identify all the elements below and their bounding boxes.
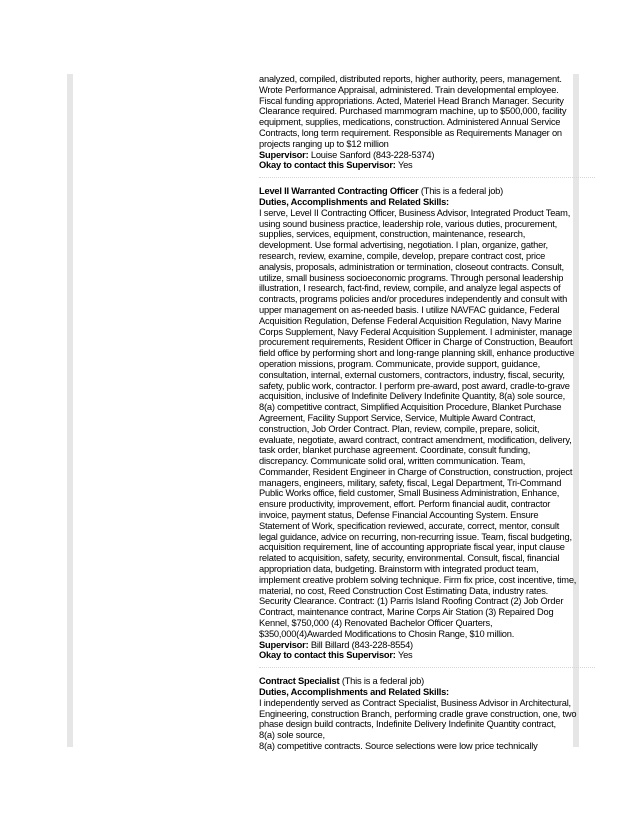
job-title: Level II Warranted Contracting Officer [259,186,419,197]
text-line: Kennel, $750,000 (4) Renovated Bachelor Officer Quarters, [259,618,493,629]
text-line: Agreement, Facility Support Service, Service, Multiple Award Contract, [259,412,536,423]
text-line: task order, blanket purchase agreement. Coordinate, consult funding, [259,445,531,456]
text-line: acquisition, inclusive of Indefinite Delivery Indefinite Quantity, 8(a) sole source, [259,391,565,402]
text-line: Wrote Performance Appraisal, administered. Train developmental employee. [259,84,559,95]
text-line: ensure productivity, improvement, effort. Perform financial audit, contractor [259,499,551,510]
text-line: evaluate, negotiate, award contract, contract amendment, modification, delivery, [259,434,572,445]
text-line: Contract, maintenance contract, Marine Corps Air Station (3) Repaired Dog [259,607,554,618]
text-line: 8(a) competitive contract, Simplified Acquisition Procedure, Blanket Purchase [259,402,562,413]
text-line: discrepancy. Communicate solid oral, written communication. Team, [259,456,526,467]
text-line: utilize, small business socioeconomic programs. Through personal leadership [259,272,564,283]
section-divider [259,667,595,668]
section-divider [259,177,595,178]
left-margin-rail [67,74,73,747]
job-title-line [259,186,595,197]
supervisor-value: Bill Billard (843-228-8554) [310,639,413,650]
text-line: Corps Supplement, Navy Federal Acquisition Supplement. I administer, manage [259,326,573,337]
text-line: $350,000(4)Awarded Modifications to Chosin Range, $10 million. [259,628,515,639]
text-line: Acquisition Regulation, Defense Federal Acquisition Regulation, Navy Marine [259,315,562,326]
text-line: development. Use formal advertising, negotiation. I plan, organize, gather, [259,240,548,251]
text-line: equipment, supplies, medications, construction. Administered Annual Service [259,117,561,128]
contact-value: Yes [397,160,413,171]
text-line: related to acquisition, safety, security, environmental. Consult, fiscal, financial [259,553,560,564]
text-line: invoice, payment status, Defense Financial Accounting System. Ensure [259,510,539,521]
text-line: supplies, services, equipment, construction, maintenance, research, [259,229,526,240]
text-line: illustration, I research, fact-find, review, compile, and analyze legal aspects of [259,283,561,294]
text-line: Security Clearance. Contract: (1) Parris Island Roofing Contract (2) Job Order [259,596,564,607]
text-line: contracts, programs policies and/or procedures independently and consult with [259,294,568,305]
text-line: Commander, Resident Engineer in Charge of Construction, construction, project [259,466,573,477]
text-line: procurement requirements, Resident Officer in Charge of Construction, Beaufort [259,337,573,348]
text-line: Contracts, long term requirement. Responsible as Requirements Manager on [259,127,562,138]
supervisor-line [259,640,595,651]
supervisor-label: Supervisor: [259,149,309,160]
text-line: projects ranging up to $12 million [259,138,389,149]
resume-body [259,74,595,752]
job-entry-contract-specialist [259,676,595,752]
text-line: material, no cost, Reed Construction Cost Estimating Data, industry rates. [259,585,549,596]
text-line: research, review, examine, compile, develop, prepare contract cost, price [259,250,546,261]
text-line: Fiscal funding appropriations. Acted, Materiel Head Branch Manager. Security [259,95,564,106]
text-line: acquisition requirement, line of accounting appropriate fiscal year, input clause [259,542,565,553]
text-line: legal guidance, advice on recurring, non-recurring issue. Team, fiscal budgeting, [259,531,572,542]
job-duties-text [259,698,595,752]
text-line: I serve, Level II Contracting Officer, Business Advisor, Integrated Product Team, [259,207,571,218]
text-line: managers, engineers, military, safety, fiscal, Legal Department, Tri-Command [259,477,562,488]
duties-heading: Duties, Accomplishments and Related Skills: [259,687,449,698]
text-line: field office by performing short and long-range planning skill, enhance productive [259,348,575,359]
job-federal-note: (This is a federal job) [420,186,504,197]
contact-line [259,650,595,661]
job-title-line [259,676,595,687]
text-line: I independently served as Contract Specialist, Business Advisor in Architectural, [259,697,571,708]
job-entry-contracting-officer [259,186,595,661]
previous-job-fragment [259,74,595,171]
contact-line [259,160,595,171]
contact-label: Okay to contact this Supervisor: [259,160,396,171]
text-line: 8(a) competitive contracts. Source selections were low price technically [259,741,538,752]
text-line: construction, Job Order Contract. Plan, review, compile, prepare, solicit, [259,423,540,434]
text-line: analysis, proposals, administration or termination, closeout contracts. Consult, [259,261,564,272]
text-line: appropriation data, budgeting. Brainstorm with integrated product team, [259,564,539,575]
text-line: safety, public work, contractor. I perform pre-award, post award, cradle-to-grave [259,380,570,391]
supervisor-label: Supervisor: [259,639,309,650]
contact-label: Okay to contact this Supervisor: [259,650,396,661]
text-line: implement creative problem solving technique. Firm fix price, cost incentive, time, [259,574,577,585]
supervisor-line [259,150,595,161]
job-title: Contract Specialist [259,676,340,687]
text-line: analyzed, compiled, distributed reports, higher authority, peers, management. [259,74,562,84]
text-line: Statement of Work, specification reviewed, accurate, correct, mentor, consult [259,520,560,531]
text-line: Public Works office, field customer, Small Business Administration, Enhance, [259,488,560,499]
text-line: Engineering, construction Branch, performing cradle grave construction, one, two [259,708,577,719]
supervisor-value: Louise Sanford (843-228-5374) [310,149,435,160]
text-line: operation missions, program. Communicate, provide support, guidance, [259,358,540,369]
text-line: phase design build contracts, Indefinite Delivery Indefinite Quantity contract, [259,719,556,730]
job-federal-note: (This is a federal job) [341,676,425,687]
duties-heading: Duties, Accomplishments and Related Skills: [259,196,449,207]
contact-value: Yes [397,650,413,661]
text-line: consultation, internal, external customers, contractors, industry, fiscal, security, [259,369,565,380]
job-duties-text [259,208,595,640]
text-line: 8(a) sole source, [259,730,325,741]
text-line: upper management on as-needed basis. I utilize NAVFAC guidance, Federal [259,304,560,315]
previous-job-duties [259,74,595,150]
text-line: Clearance required. Purchased mammogram machine, up to $500,000, facility [259,106,567,117]
text-line: using sound business practice, leadership role, various duties, procurement, [259,218,557,229]
